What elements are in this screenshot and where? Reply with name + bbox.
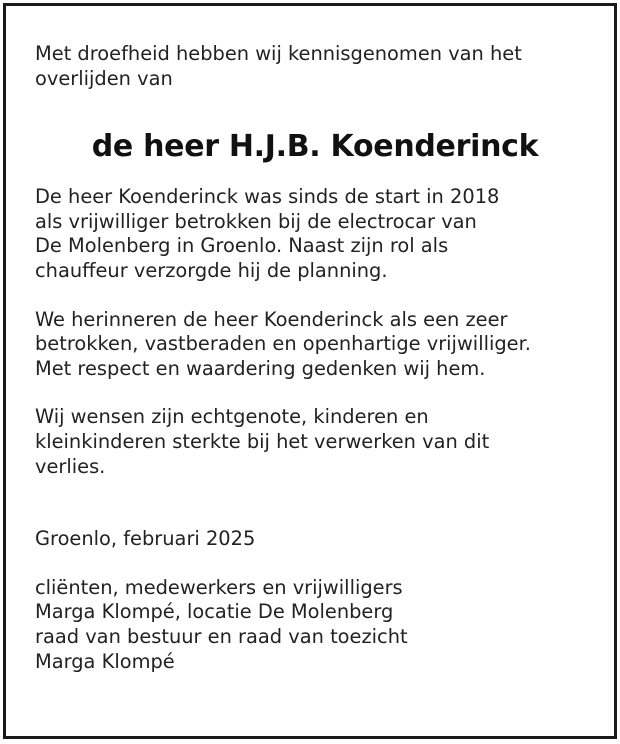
paragraph-remembrance [35,308,595,382]
paragraph-condolences [35,405,595,479]
paragraph-line: kleinkinderen sterkte bij het verwerken van dit [35,429,490,453]
paragraph-line: verlies. [35,454,106,478]
paragraph-line: De heer Koenderinck was sinds de start in 2018 [35,185,500,209]
paragraph-line: betrokken, vastberaden en openhartige vrijwilliger. [35,332,531,356]
intro-text [35,42,595,91]
place-date: Groenlo, februari 2025 [35,527,256,551]
signatory-line: Marga Klompé [35,649,175,673]
intro-line: overlijden van [35,66,173,90]
paragraph-line: We herinneren de heer Koenderinck als een zeer [35,307,508,331]
notice-frame [3,3,617,739]
paragraph-line: De Molenberg in Groenlo. Naast zijn rol als [35,234,449,258]
paragraph-line: Met respect en waardering gedenken wij hem. [35,356,486,380]
signatory-line: cliënten, medewerkers en vrijwilligers [35,575,403,599]
intro-line: Met droefheid hebben wij kennisgenomen van het [35,42,522,65]
paragraph-line: chauffeur verzorgde hij de planning. [35,258,388,282]
paragraph-role [35,185,595,283]
deceased-name-title: de heer H.J.B. Koenderinck [91,129,539,165]
paragraph-line: als vrijwilliger betrokken bij de electrocar van [35,209,477,233]
signatory-line: raad van bestuur en raad van toezicht [35,624,408,648]
notice-content [35,42,595,674]
paragraph-line: Wij wensen zijn echtgenote, kinderen en [35,405,429,429]
signatories [35,576,595,674]
signatory-line: Marga Klompé, locatie De Molenberg [35,600,394,624]
